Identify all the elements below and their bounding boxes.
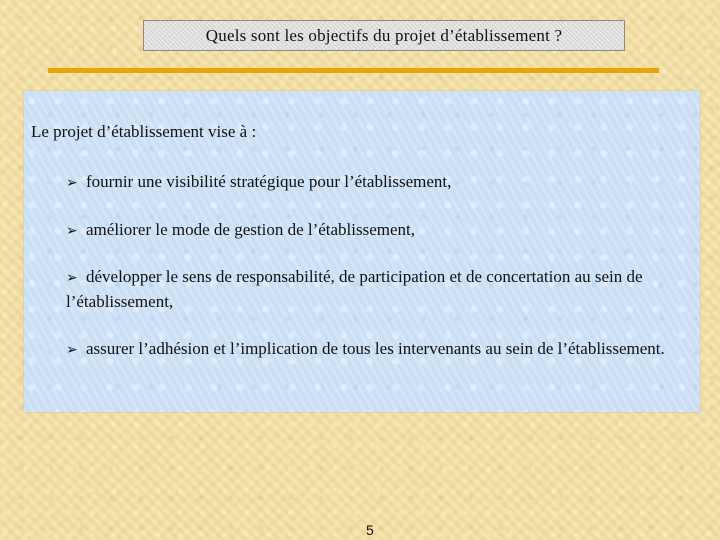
arrow-bullet-icon: ➢ — [66, 342, 78, 358]
arrow-bullet-icon: ➢ — [66, 223, 78, 239]
list-item-text: assurer l’adhésion et l’implication de tous les intervenants au sein de l’établissement. — [86, 339, 665, 358]
arrow-bullet-icon: ➢ — [66, 175, 78, 191]
intro-text: Le projet d’établissement vise à : — [31, 122, 257, 141]
list-item-text: développer le sens de responsabilité, de participation et de concertation au sein de l’établissement, — [66, 267, 643, 311]
list-item — [66, 265, 686, 314]
slide-title: Quels sont les objectifs du projet d’établissement ? — [205, 26, 563, 45]
list-item-text: améliorer le mode de gestion de l’établissement, — [86, 220, 416, 239]
list-item — [66, 337, 686, 362]
page-number: 5 — [366, 522, 374, 538]
slide-title-box — [143, 20, 625, 51]
arrow-bullet-icon: ➢ — [66, 270, 78, 286]
list-item-text: fournir une visibilité stratégique pour l’établissement, — [86, 172, 452, 191]
list-item — [66, 170, 686, 195]
content-panel — [24, 91, 700, 412]
title-underline-rule — [48, 68, 659, 73]
list-item — [66, 218, 686, 243]
